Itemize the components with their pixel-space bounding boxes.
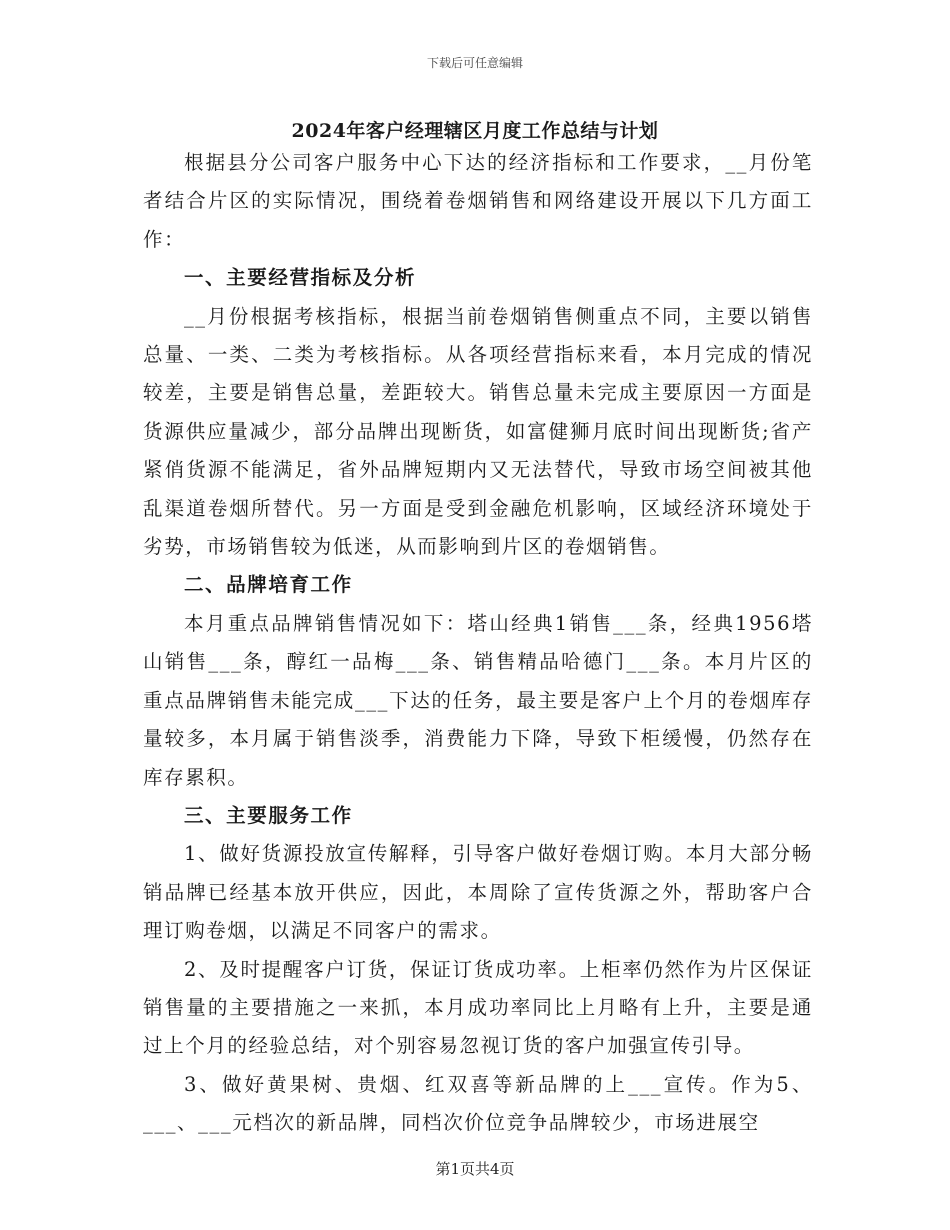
section-heading: 二、品牌培育工作: [183, 573, 353, 597]
section-heading: 一、主要经营指标及分析: [183, 266, 417, 290]
page-number: 第1页共4页: [435, 1160, 515, 1178]
section-paragraph: 3、做好黄果树、贵烟、红双喜等新品牌的上___宣传。作为5、___、___元档次的新品牌，同档次价位竞争品牌较少，市场进展空: [143, 1072, 813, 1135]
section-paragraph: __月份根据考核指标，根据当前卷烟销售侧重点不同，主要以销售总量、一类、二类为考核指标。从各项经营指标来看，本月完成的情况较差，主要是销售总量，差距较大。销售总量未完成主要原因一方面是货源供应量减少，部分品牌出现断货，如富健狮月底时间出现断货;省产紧俏货源不能满足，省外品牌短期内又无法替代，导致市场空间被其他乱渠道卷烟所替代。另一方面是受到金融危机影响，区域经济环境处于劣势，市场销售较为低迷，从而影响到片区的卷烟销售。: [143, 304, 813, 559]
document-body: [143, 144, 813, 1143]
download-note: 下载后可任意编辑: [426, 56, 523, 70]
section-paragraph: 1、做好货源投放宣传解释，引导客户做好卷烟订购。本月大部分畅销品牌已经基本放开供应，因此，本周除了宣传货源之外，帮助客户合理订购卷烟，以满足不同客户的需求。: [143, 842, 813, 943]
section-paragraph: 2、及时提醒客户订货，保证订货成功率。上柜率仍然作为片区保证销售量的主要措施之一来抓，本月成功率同比上月略有上升，主要是通过上个月的经验总结，对个别容易忽视订货的客户加强宣传引导。: [143, 957, 813, 1058]
intro-paragraph: 根据县分公司客户服务中心下达的经济指标和工作要求，__月份笔者结合片区的实际情况，围绕着卷烟销售和网络建设开展以下几方面工作：: [143, 151, 813, 251]
section-paragraph: 本月重点品牌销售情况如下：塔山经典1销售___条，经典1956塔山销售___条，醇红一品梅___条、销售精品哈德门___条。本月片区的重点品牌销售未能完成___下达的任务，最主要是客户上个月的卷烟库存量较多，本月属于销售淡季，消费能力下降，导致下柜缓慢，仍然存在库存累积。: [143, 611, 813, 789]
document-title: 2024年客户经理辖区月度工作总结与计划: [291, 120, 659, 142]
section-heading: 三、主要服务工作: [183, 803, 353, 827]
